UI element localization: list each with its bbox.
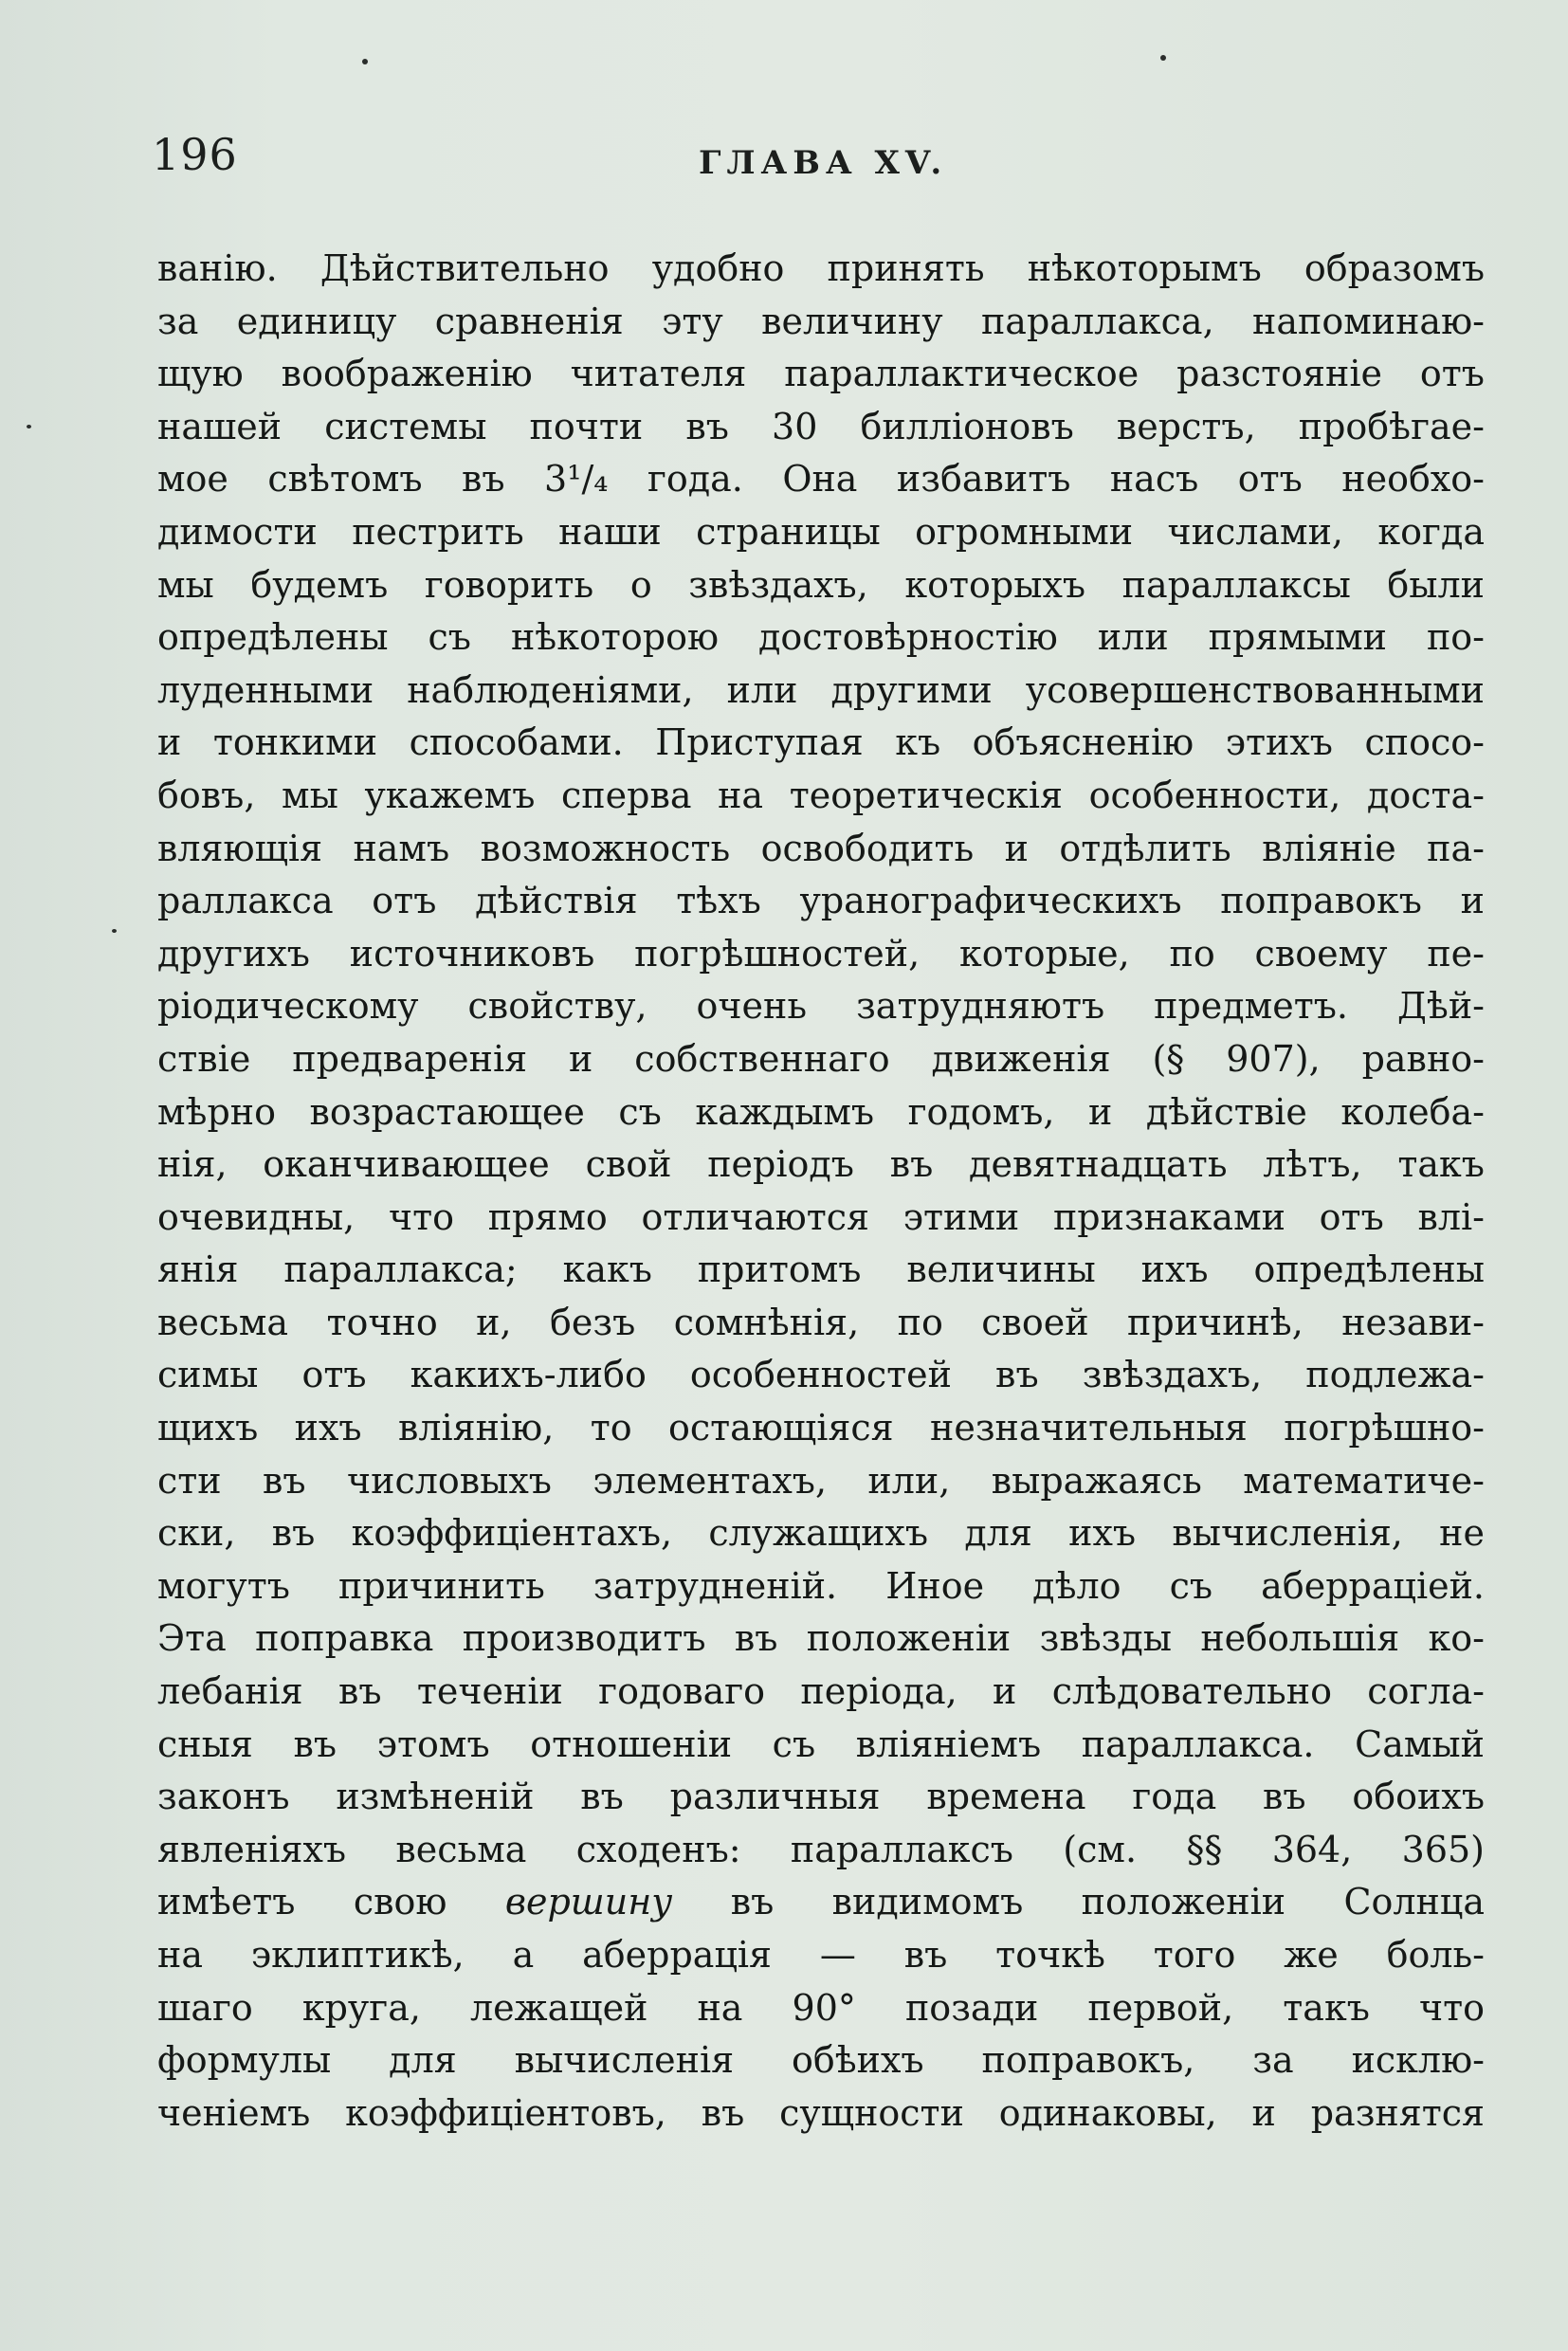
text-line: симы отъ какихъ-либо особенностей въ звѣздахъ, подлежа- xyxy=(157,1354,1485,1396)
text-line: лебанія въ теченіи годоваго періода, и слѣдовательно согла- xyxy=(157,1670,1485,1713)
text-line: ванію. Дѣйствительно удобно принять нѣкоторымъ образомъ xyxy=(157,247,1485,289)
text-line: могутъ причинить затрудненій. Иное дѣло съ аберраціей. xyxy=(157,1564,1485,1607)
text-line: законъ измѣненій въ различныя времена года въ обоихъ xyxy=(157,1776,1485,1818)
text-line: щую воображенію читателя параллактическое разстояніе отъ xyxy=(157,353,1485,395)
text-line: щихъ ихъ вліянію, то остающіяся незначительныя погрѣшно- xyxy=(157,1407,1485,1449)
text-line: и тонкими способами. Приступая къ объясненію этихъ спосо- xyxy=(157,721,1485,764)
text-line: на эклиптикѣ, а аберрація — въ точкѣ того же боль- xyxy=(157,1934,1485,1976)
text-line: весьма точно и, безъ сомнѣнія, по своей причинѣ, незави- xyxy=(157,1301,1485,1343)
text-line: сти въ числовыхъ элементахъ, или, выражаясь математиче- xyxy=(157,1459,1485,1502)
text-line: ски, въ коэффиціентахъ, служащихъ для ихъ вычисленія, не xyxy=(157,1512,1485,1555)
body-text xyxy=(157,243,1485,2140)
text-line: шаго круга, лежащей на 90° позади первой, такъ что xyxy=(157,1986,1485,2029)
text-line: димости пестрить наши страницы огромными числами, когда xyxy=(157,510,1485,553)
text-line: мѣрно возрастающее съ каждымъ годомъ, и дѣйствіе колеба- xyxy=(157,1090,1485,1133)
text-line: ченіемъ коэффиціентовъ, въ сущности одинаковы, и разнятся xyxy=(157,2091,1485,2134)
text-line: вляющія намъ возможность освободить и отдѣлить вліяніе па- xyxy=(157,827,1485,869)
print-speck xyxy=(362,59,368,64)
text-run: имѣетъ свою xyxy=(157,1881,505,1923)
text-line: опредѣлены съ нѣкоторою достовѣрностію или прямыми по- xyxy=(157,616,1485,659)
text-line: явленіяхъ весьма сходенъ: параллаксъ (см. §§ 364, 365) xyxy=(157,1828,1485,1870)
text-line: нія, оканчивающее свой періодъ въ девятнадцать лѣтъ, такъ xyxy=(157,1143,1485,1186)
emphasized-word: вершину xyxy=(504,1881,673,1923)
running-head: ГЛАВА XV. xyxy=(699,144,948,182)
text-line: мы будемъ говорить о звѣздахъ, которыхъ параллаксы были xyxy=(157,563,1485,606)
text-line: раллакса отъ дѣйствія тѣхъ уранографическихъ поправокъ и xyxy=(157,880,1485,922)
text-line: луденными наблюденіями, или другими усовершенствованными xyxy=(157,668,1485,711)
text-line: за единицу сравненія эту величину параллакса, напоминаю- xyxy=(157,300,1485,342)
text-line: сныя въ этомъ отношеніи съ вліяніемъ параллакса. Самый xyxy=(157,1722,1485,1765)
print-speck xyxy=(1160,55,1166,61)
page-number: 196 xyxy=(152,129,238,180)
text-line: янія параллакса; какъ притомъ величины ихъ опредѣлены xyxy=(157,1248,1485,1291)
text-line: Эта поправка производитъ въ положеніи звѣзды небольшія ко- xyxy=(157,1617,1485,1660)
text-line: ріодическому свойству, очень затрудняютъ предметъ. Дѣй- xyxy=(157,985,1485,1028)
text-line: нашей системы почти въ 30 билліоновъ верстъ, пробѣгае- xyxy=(157,405,1485,447)
text-line-with-emphasis xyxy=(157,1876,1485,1929)
print-speck xyxy=(27,425,31,428)
text-line: мое свѣтомъ въ 3¹/₄ года. Она избавитъ насъ отъ необхо- xyxy=(157,458,1485,501)
print-speck xyxy=(112,929,117,933)
text-line: другихъ источниковъ погрѣшностей, которые, по своему пе- xyxy=(157,932,1485,975)
text-line: бовъ, мы укажемъ сперва на теоретическія особенности, доста- xyxy=(157,774,1485,816)
text-line: формулы для вычисленія обѣихъ поправокъ, за исклю- xyxy=(157,2039,1485,2082)
text-line: ствіе предваренія и собственнаго движенія (§ 907), равно- xyxy=(157,1037,1485,1080)
text-line: очевидны, что прямо отличаются этими признаками отъ влі- xyxy=(157,1195,1485,1238)
text-run: въ видимомъ положеніи Солнца xyxy=(672,1881,1485,1923)
